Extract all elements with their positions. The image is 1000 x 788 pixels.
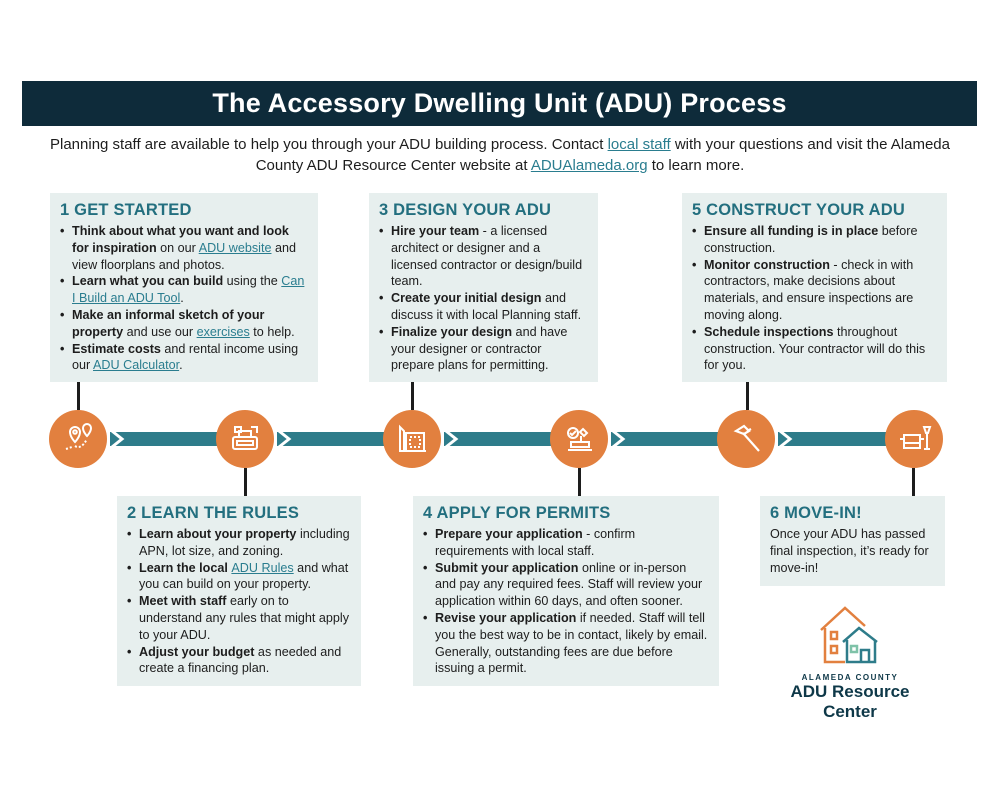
chevron-right-icon <box>442 429 462 449</box>
step-5-card <box>682 193 947 382</box>
connector-line <box>912 468 915 496</box>
list-item: • Prepare your application - confirm requirements with local staff. <box>423 526 709 560</box>
step-4-card <box>413 496 719 686</box>
step-1-heading: 1 GET STARTED <box>60 201 192 219</box>
list-item: • Ensure all funding is in place before construction. <box>692 223 937 257</box>
adu-resource-center-logo <box>780 602 920 722</box>
connector-line <box>578 468 581 496</box>
intro-text-part1: Planning staff are available to help you through your ADU building process. Contact <box>50 136 608 153</box>
list-item: • Meet with staff early on to understand any rules that might apply to your ADU. <box>127 593 351 643</box>
intro-text-part3: to learn more. <box>647 157 745 174</box>
list-item: • Learn about your property including APN, lot size, and zoning. <box>127 526 351 560</box>
step-2-heading: 2 LEARN THE RULES <box>127 504 300 522</box>
list-item: • Estimate costs and rental income using our ADU Calculator. <box>60 341 308 375</box>
connector-line <box>244 468 247 496</box>
local-staff-link[interactable]: local staff <box>607 136 671 153</box>
logo-line-2: Center <box>823 702 877 721</box>
chevron-right-icon <box>108 429 128 449</box>
can-i-build-tool-link[interactable]: Can I Build an ADU Tool <box>72 274 305 306</box>
step-6-card <box>760 496 945 586</box>
list-item: • Revise your application if needed. Staff will tell you the best way to be in contact, likely by email. Generally, outstanding fees are due before issuing a permit. <box>423 610 709 677</box>
step-1-card <box>50 193 318 382</box>
chevron-right-icon <box>776 429 796 449</box>
list-item: • Adjust your budget as needed and create a financing plan. <box>127 644 351 678</box>
list-item: • Finalize your design and have your designer or contractor prepare plans for permitting. <box>379 324 588 374</box>
step-2-card <box>117 496 361 686</box>
list-item: • Create your initial design and discuss it with local Planning staff. <box>379 290 588 324</box>
step-4-heading: 4 APPLY FOR PERMITS <box>423 504 611 522</box>
furniture-icon <box>885 410 943 468</box>
step-6-heading: 6 MOVE-IN! <box>770 504 862 522</box>
adu-calculator-link[interactable]: ADU Calculator <box>93 358 180 373</box>
connector-line <box>77 382 80 410</box>
permit-stamp-icon <box>550 410 608 468</box>
list-item: • Make an informal sketch of your property and use our exercises to help. <box>60 307 308 341</box>
adu-rules-link[interactable]: ADU Rules <box>231 560 294 575</box>
intro-text-part2: with your questions and visit the Alameda County ADU Resource Center website at <box>255 136 950 174</box>
design-plans-icon <box>383 410 441 468</box>
logo-small-text: ALAMEDA COUNTY <box>801 673 899 682</box>
list-item: • Learn what you can build using the Can I Build an ADU Tool. <box>60 273 308 307</box>
connector-line <box>746 382 749 410</box>
intro-text <box>40 134 960 176</box>
connector-line <box>411 382 414 410</box>
step-6-text: Once your ADU has passed final inspection, it’s ready for move-in! <box>770 527 929 575</box>
house-logo-icon <box>815 602 885 666</box>
list-item: • Learn the local ADU Rules and what you can build on your property. <box>127 560 351 594</box>
timeline-track <box>60 432 920 446</box>
hammer-icon <box>717 410 775 468</box>
list-item: • Schedule inspections throughout construction. Your contractor will do this for you. <box>692 324 937 374</box>
map-pin-icon <box>49 410 107 468</box>
exercises-link[interactable]: exercises <box>196 324 250 339</box>
blueprint-stamp-icon <box>216 410 274 468</box>
page-title: The Accessory Dwelling Unit (ADU) Process <box>22 81 977 126</box>
list-item: • Think about what you want and look for inspiration on our ADU website and view floorplans and photos. <box>60 223 308 273</box>
adu-website-link[interactable]: ADU website <box>198 240 272 255</box>
adualameda-link[interactable]: ADUAlameda.org <box>530 157 648 174</box>
step-3-card <box>369 193 598 382</box>
step-3-heading: 3 DESIGN YOUR ADU <box>379 201 552 219</box>
step-5-heading: 5 CONSTRUCT YOUR ADU <box>692 201 906 219</box>
logo-line-1: ADU Resource <box>790 682 910 701</box>
chevron-right-icon <box>275 429 295 449</box>
chevron-right-icon <box>609 429 629 449</box>
list-item: • Hire your team - a licensed architect or designer and a licensed contractor or design/build team. <box>379 223 588 290</box>
list-item: • Submit your application online or in-person and pay any required fees. Staff will review your application within 60 days, and often sooner. <box>423 560 709 610</box>
list-item: • Monitor construction - check in with contractors, make decisions about materials, and ensure inspections are moving along. <box>692 257 937 324</box>
